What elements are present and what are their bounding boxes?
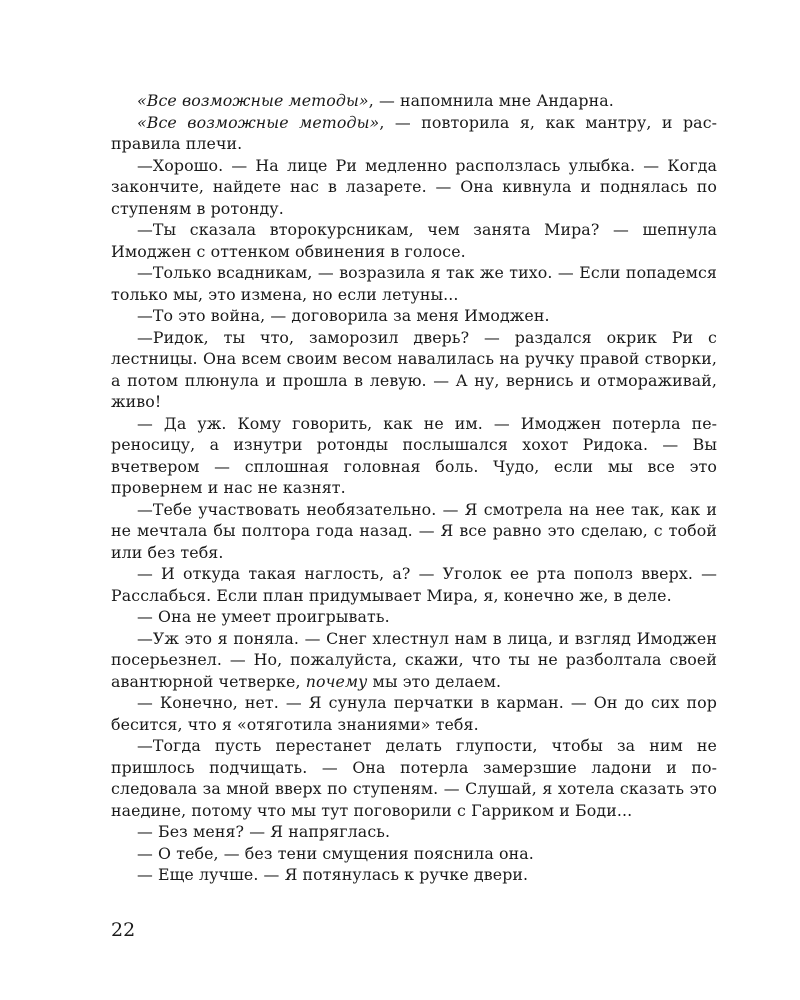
text-run: —Ты сказала второкурсникам, чем занята Мира? — шепнула Имоджен с оттенком обвинения в голосе. (111, 220, 717, 261)
paragraph (111, 563, 717, 606)
paragraph (111, 628, 717, 693)
text-run: — Она не умеет проигрывать. (137, 607, 390, 626)
text-run: — Да уж. Кому говорить, как не им. — Имоджен потерла переносицу, а изнутри ротонды послышался хохот Ридока. — Вы вчетвером — сплошная головная боль. Чудо, если мы все это провернем и нас не казнят. (111, 413, 717, 497)
text-run: —Тогда пусть перестанет делать глупости, чтобы за ним не пришлось подчищать. — Она потерла замерзшие ладони и последовала за мной вверх по ступеням. — Слушай, я хотела сказать это наедине, потому что мы тут поговорили с Гарриком и Боди... (111, 736, 717, 820)
paragraph (111, 606, 717, 628)
text-run: — Без меня? — Я напряглась. (137, 822, 391, 841)
text-run: — Конечно, нет. — Я сунула перчатки в карман. — Он до сих пор бесится, что я «отяготила знаниями» тебя. (111, 693, 717, 734)
paragraph (111, 155, 717, 220)
text-run: —То это война, — договорила за меня Имоджен. (137, 306, 550, 325)
text-run: —Ридок, ты что, заморозил дверь? — раздался окрик Ри с лестницы. Она всем своим весом навалилась на ручку правой створки, а потом плюнула и прошла в левую. — А ну, вернись и отмораживай, живо! (111, 327, 717, 411)
paragraph (111, 413, 717, 499)
text-run: — Еще лучше. — Я потянулась к ручке двери. (137, 865, 529, 884)
text-run: — И откуда такая наглость, а? — Уголок ее рта пополз вверх. — Расслабься. Если план придумывает Мира, я, конечно же, в деле. (111, 564, 717, 605)
paragraph (111, 692, 717, 735)
paragraph (111, 219, 717, 262)
paragraph (111, 327, 717, 413)
text-run: —Хорошо. — На лице Ри медленно расползлась улыбка. — Когда закончите, найдете нас в лазарете. — Она кивнула и поднялась по ступеням в ротонду. (111, 155, 717, 218)
paragraph (111, 821, 717, 843)
text-run: мы это делаем. (367, 671, 502, 691)
paragraph (111, 90, 717, 112)
paragraph (111, 499, 717, 564)
text-run: —Тебе участвовать необязательно. — Я смотрела на нее так, как и не мечтала бы полтора года назад. — Я все равно это сделаю, с тобой или без тебя. (111, 499, 717, 562)
paragraph (111, 843, 717, 865)
italic-text: «Все возможные методы» (137, 112, 380, 132)
paragraph (111, 864, 717, 886)
body-text (111, 90, 717, 886)
paragraph (111, 735, 717, 821)
text-run: — О тебе, — без тени смущения пояснила она. (137, 843, 534, 863)
italic-text: почему (305, 671, 368, 691)
page-number: 22 (111, 919, 136, 941)
paragraph (111, 112, 717, 155)
italic-text: «Все возможные методы» (137, 91, 369, 110)
paragraph (111, 305, 717, 327)
text-run: —Уж это я поняла. — Снег хлестнул нам в лица, и взгляд Имоджен посерьезнел. — Но, пожалуйста, скажи, что ты не разболтала своей авантюрной четверке, (111, 628, 717, 691)
text-run: —Только всадникам, — возразила я так же тихо. — Если попадемся только мы, это измена, но если летуны... (111, 263, 717, 304)
paragraph (111, 262, 717, 305)
text-run: , — повторила я, как мантру, и расправила плечи. (111, 112, 717, 153)
text-run: , — напомнила мне Андарна. (368, 91, 614, 110)
